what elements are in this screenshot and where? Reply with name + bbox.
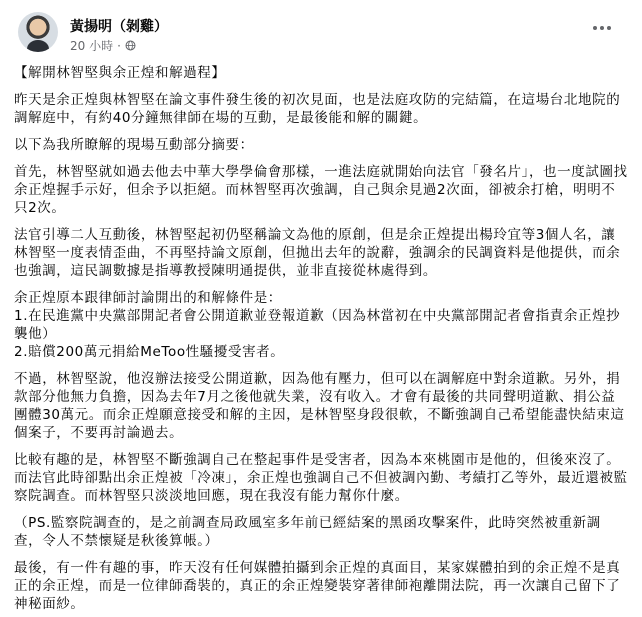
post-paragraph: 最後，有一件有趣的事，昨天沒有任何媒體拍攝到余正煌的真面目，某家媒體拍到的余正煌不是真正的余正煌，而是一位律師喬裝的，真正的余正煌變裝穿著律師袍離開法院，再一次讓自己留下了神秘面紗。 <box>14 560 621 612</box>
post-paragraph: 首先，林智堅就如過去他去中華大學學倫會那樣，一進法庭就開始向法官「發名片」，也一度試圖找余正煌握手示好，但余予以拒絕。而林智堅再次強調，自己與余見過2次面，卻被余打槍，明明不只2次。 <box>14 164 628 216</box>
meta-separator: · <box>117 38 121 53</box>
author-name[interactable]: 黃揚明（剝雞） <box>70 19 168 35</box>
post-paragraph: （PS.監察院調查的，是之前調查局政風室多年前已經結案的黑函攻擊案件，此時突然被重新調查，令人不禁懷疑是秋後算帳。） <box>14 515 601 549</box>
more-icon[interactable] <box>588 18 616 38</box>
post-body <box>14 64 628 613</box>
paragraph-list <box>14 91 628 613</box>
post-paragraph: 法官引導二人互動後，林智堅起初仍堅稱論文為他的原創，但是余正煌提出楊玲宜等3個人名，讓林智堅一度表情歪曲，不再堅持論文原創，但拋出去年的說辭，強調余的民調資料是他提供，而余也強調，這民調數據是指導教授陳明通提供，並非直接從林處得到。 <box>14 227 621 279</box>
globe-icon <box>125 40 136 51</box>
post-meta <box>70 37 136 54</box>
post-paragraph: 余正煌原本跟律師討論開出的和解條件是： 1.在民進黨中央黨部開記者會公開道歉並登報道歉（因為林當初在中央黨部開記者會指責余正煌抄襲他） 2.賠償200萬元捐給MeToo性騷擾受害者。 <box>14 290 621 360</box>
post-paragraph: 不過，林智堅說，他沒辦法接受公開道歉，因為他有壓力，但可以在調解庭中對余道歉。另外，捐款部分他無力負擔，因為去年7月之後他就失業，沒有收入。才會有最後的共同聲明道歉、捐公益團體30萬元。而余正煌願意接受和解的主因，是林智堅身段很軟，不斷強調自己希望能盡快結束這個案子，不要再討論過去。 <box>14 371 625 441</box>
avatar[interactable] <box>18 12 58 52</box>
post-title: 【解開林智堅與余正煌和解過程】 <box>14 65 226 81</box>
post-paragraph: 昨天是余正煌與林智堅在論文事件發生後的初次見面，也是法庭攻防的完結篇，在這場台北地院的調解庭中，有約40分鐘無律師在場的互動，是最後能和解的關鍵。 <box>14 92 621 126</box>
timestamp[interactable]: 20 小時 <box>70 39 114 53</box>
post-header <box>14 0 628 62</box>
post-paragraph: 比較有趣的是，林智堅不斷強調自己在整起事件是受害者，因為本來桃園市是他的，但後來沒了。而法官此時卻點出余正煌被「冷凍」，余正煌也強調自己不但被調內勤、考績打乙等外，最近還被監察院調查。而林智堅只淡淡地回應，現在我沒有能力幫你什麼。 <box>14 452 628 504</box>
post-paragraph: 以下為我所瞭解的現場互動部分摘要： <box>14 137 254 153</box>
